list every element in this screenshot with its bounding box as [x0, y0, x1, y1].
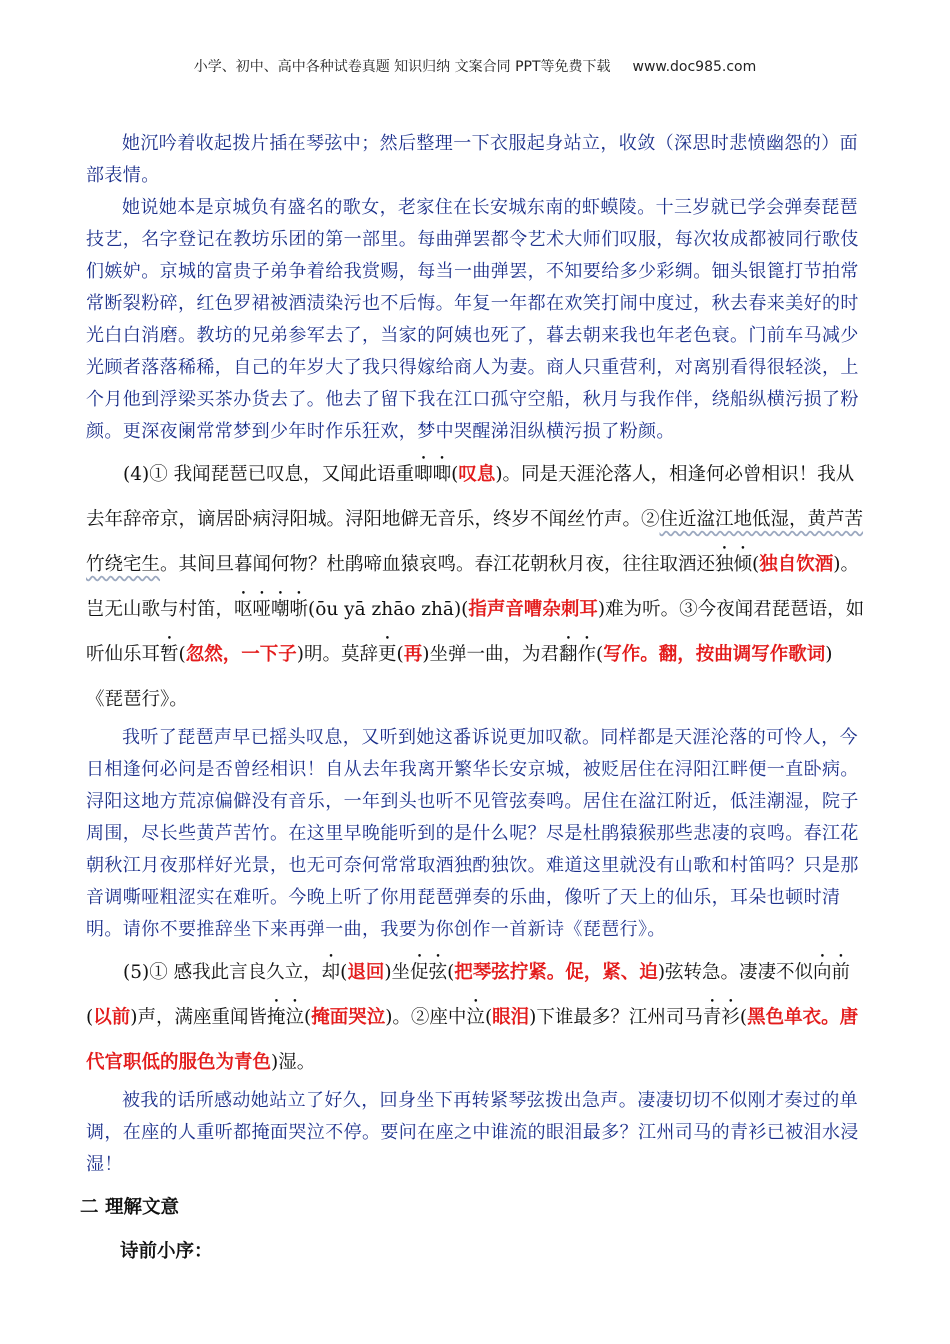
text: )。岂无山歌与村笛，: [86, 554, 859, 620]
text: (: [484, 1007, 493, 1028]
text: (: [451, 464, 459, 485]
text: )弦转急。凄凄不似: [657, 962, 814, 983]
annotation: 把琴弦拧紧。促，紧、迫: [454, 962, 658, 983]
poem-stanza-5: [86, 950, 866, 1085]
annotation: 忽然，一下子: [185, 644, 297, 665]
text: (: [178, 644, 186, 665]
keyword: 呕哑嘲哳: [234, 599, 309, 620]
text: (ōu yā zhāo zhā)(: [308, 599, 469, 620]
annotation: 掩面哭泣: [311, 1007, 386, 1028]
text: )声，满座重闻皆: [130, 1007, 267, 1028]
header-site: www.doc985.com: [632, 59, 757, 75]
text: )坐弹一曲，为君: [422, 644, 559, 665]
keyword: 掩泣: [266, 1007, 304, 1028]
text: (: [303, 1007, 312, 1028]
text: 。其间旦暮闻何物？杜鹃啼血猿哀鸣。春江花朝秋月夜，往往取酒还: [160, 554, 716, 575]
keyword: 唧唧: [414, 464, 452, 485]
keyword: 泣: [466, 1007, 485, 1028]
text: )坐: [384, 962, 411, 983]
text: (: [447, 962, 455, 983]
text: (: [340, 962, 348, 983]
text: )明。莫辞: [296, 644, 378, 665]
text: )难为听。③今夜闻君琵琶语，如听仙乐耳: [86, 599, 865, 665]
text: )湿。: [271, 1052, 316, 1073]
text: (4)① 我闻琵琶已叹息，又闻此语重: [123, 464, 415, 485]
text: (: [86, 1007, 94, 1028]
annotation: 指声音嘈杂刺耳: [468, 599, 598, 620]
keyword: 向前: [813, 962, 851, 983]
text: (: [595, 644, 604, 665]
keyword: 翻作: [558, 644, 596, 665]
translation-paragraph-3: 我听了琵琶声早已摇头叹息，又听到她这番诉说更加叹欷。同样都是天涯沦落的可怜人，今日相逢何必问是否曾经相识！自从去年我离开繁华长安京城，被贬居住在浔阳江畔便一直卧病。浔阳这地方荒凉偏僻没有音乐，一年到头也听不见管弦奏鸣。居住在湓江附近，低洼潮湿，院子周围，尽长些黄芦苦竹。在这里早晚能听到的是什么呢？尽是杜鹃猿猴那些悲凄的哀鸣。春江花朝秋江月夜那样好光景，也无可奈何常常取酒独酌独饮。难道这里就没有山歌和村笛吗？只是那音调嘶哑粗涩实在难听。今晚上听了你用琵琶弹奏的乐曲，像听了天上的仙乐，耳朵也顿时清明。请你不要推辞坐下来再弹一曲，我要为你创作一首新诗《琵琶行》。: [86, 727, 859, 940]
annotation: 再: [403, 644, 423, 665]
section-title: 二 理解文意: [80, 1197, 179, 1218]
text: (: [396, 644, 404, 665]
keyword: 青衫: [702, 1007, 740, 1028]
poem-stanza-4: [86, 452, 866, 722]
text: )下谁最多？江州司马: [529, 1007, 703, 1028]
wavy-underlined-sentence: 住近湓江地低湿，黄芦苦竹绕宅生: [86, 509, 864, 575]
annotation: 黑色单衣。唐代官职低的服色为青色: [86, 1007, 859, 1073]
header-text: 小学、初中、高中各种试卷真题 知识归纳 文案合同 PPT等免费下载: [193, 59, 611, 75]
subsection-title: 诗前小序：: [120, 1241, 213, 1262]
annotation: 叹息: [458, 464, 496, 485]
keyword: 促弦: [410, 962, 448, 983]
annotation: 写作。翻，按曲调写作歌词: [603, 644, 826, 665]
annotation: 独自饮酒: [759, 554, 834, 575]
text: )《琵琶行》。: [86, 644, 833, 710]
text: (: [739, 1007, 748, 1028]
annotation: 以前: [93, 1007, 131, 1028]
translation-paragraph-4: 被我的话所感动她站立了好久，回身坐下再转紧琴弦拨出急声。凄凄切切不似刚才奏过的单调，在座的人重听都掩面哭泣不停。要问在座之中谁流的眼泪最多？江州司马的青衫已被泪水浸湿！: [86, 1090, 859, 1175]
translation-paragraph-1: 她沉吟着收起拨片插在琴弦中；然后整理一下衣服起身站立，收敛（深思时悲愤幽怨的）面部表情。: [86, 133, 858, 186]
keyword: 更: [377, 644, 397, 665]
keyword: 却: [321, 962, 341, 983]
text: )。②座中: [385, 1007, 467, 1028]
text: )。同是天涯沦落人，相逢何必曾相识！我从去年辞帝京，谪居卧病浔阳城。浔阳地僻无音乐，终岁不闻丝竹声。②: [86, 464, 855, 530]
keyword: 独倾: [715, 554, 753, 575]
annotation: 眼泪: [492, 1007, 530, 1028]
annotation: 退回: [347, 962, 385, 983]
keyword: 暂: [160, 644, 179, 665]
text: (: [752, 554, 760, 575]
document-body: [80, 128, 866, 1267]
page-header: [0, 56, 950, 76]
text: (5)① 感我此言良久立，: [123, 962, 322, 983]
translation-paragraph-2: 她说她本是京城负有盛名的歌女，老家住在长安城东南的虾蟆陵。十三岁就已学会弹奏琵琶技艺，名字登记在教坊乐团的第一部里。每曲弹罢都令艺术大师们叹服，每次妆成都被同行歌伎们嫉妒。京城的富贵子弟争着给我赏赐，每当一曲弹罢，不知要给多少彩绸。钿头银篦打节拍常常断裂粉碎，红色罗裙被酒渍染污也不后悔。年复一年都在欢笑打闹中度过，秋去春来美好的时光白白消磨。教坊的兄弟参军去了，当家的阿姨也死了，暮去朝来我也年老色衰。门前车马减少光顾者落落稀稀，自己的年岁大了我只得嫁给商人为妻。商人只重营利，对离别看得很轻淡，上个月他到浮梁买茶办货去了。他去了留下我在江口孤守空船，秋月与我作伴，绕船纵横污损了粉颜。更深夜阑常常梦到少年时作乐狂欢，梦中哭醒涕泪纵横污损了粉颜。: [86, 197, 859, 442]
